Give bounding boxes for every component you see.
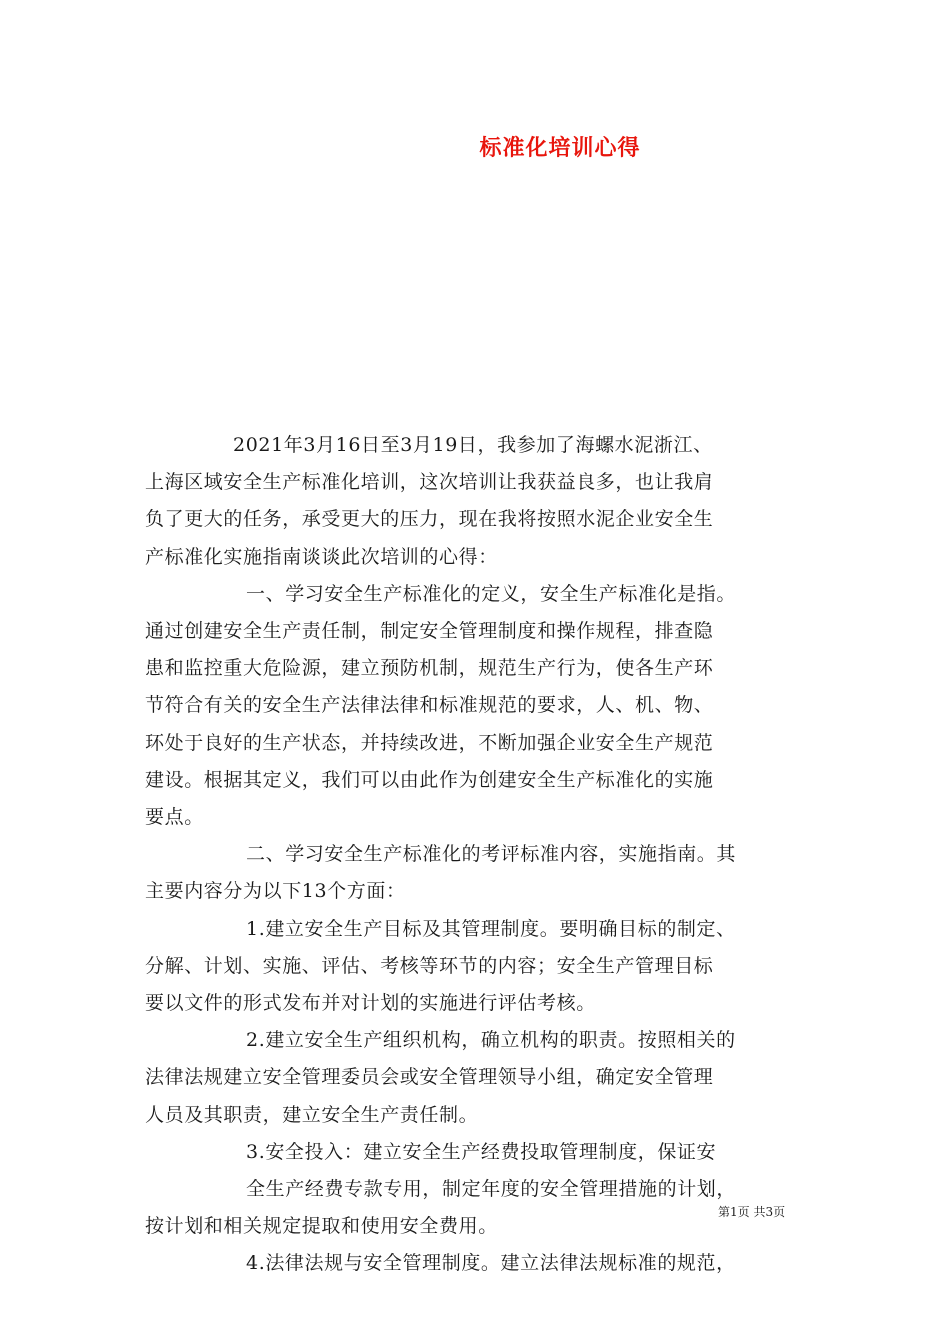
paragraph-line: 分解、计划、实施、评估、考核等环节的内容；安全生产管理目标 [145,954,714,977]
paragraph-line: 产标准化实施指南谈谈此次培训的心得： [145,545,498,568]
paragraph-line: 1.建立安全生产目标及其管理制度。要明确目标的制定、 [246,917,736,940]
paragraph-line: 主要内容分为以下13个方面： [145,880,406,903]
paragraph-line: 3.安全投入：建立安全生产经费投取管理制度，保证安 [246,1140,717,1163]
paragraph-line: 负了更大的任务，承受更大的压力，现在我将按照水泥企业安全生 [145,508,714,531]
paragraph-line: 要点。 [145,806,204,828]
paragraph-line: 人员及其职责，建立安全生产责任制。 [145,1103,479,1126]
paragraph-line: 一、学习安全生产标准化的定义，安全生产标准化是指。 [246,582,737,605]
paragraph-line: 法律法规建立安全管理委员会或安全管理领导小组，确定安全管理 [145,1066,714,1089]
paragraph-line: 按计划和相关规定提取和使用安全费用。 [145,1215,498,1238]
paragraph-line: 全生产经费专款专用，制定年度的安全管理措施的计划， [246,1178,737,1200]
paragraph-line: 环处于良好的生产状态，并持续改进，不断加强企业安全生产规范 [145,731,714,754]
paragraph-line: 要以文件的形式发布并对计划的实施进行评估考核。 [145,992,596,1014]
paragraph-line: 节符合有关的安全生产法律法律和标准规范的要求，人、机、物、 [145,694,714,717]
document-title: 标准化培训心得 [479,135,641,161]
paragraph-line: 通过创建安全生产责任制，制定安全管理制度和操作规程，排查隐 [145,620,714,642]
page-footer: 第1页 共3页 [718,1205,786,1219]
paragraph-line: 建设。根据其定义，我们可以由此作为创建安全生产标准化的实施 [145,768,714,791]
paragraph-line: 患和监控重大危险源，建立预防机制，规范生产行为，使各生产环 [145,657,714,680]
paragraph-line: 二、学习安全生产标准化的考评标准内容，实施指南。其 [246,843,737,866]
paragraph-line: 上海区域安全生产标准化培训，这次培训让我获益良多，也让我肩 [145,471,714,494]
paragraph-line: 4.法律法规与安全管理制度。建立法律法规标准的规范， [246,1252,736,1275]
paragraph-line: 2.建立安全生产组织机构，确立机构的职责。按照相关的 [246,1029,736,1052]
paragraph-line: 2021年3月16日至3月19日，我参加了海螺水泥浙江、 [233,434,713,456]
